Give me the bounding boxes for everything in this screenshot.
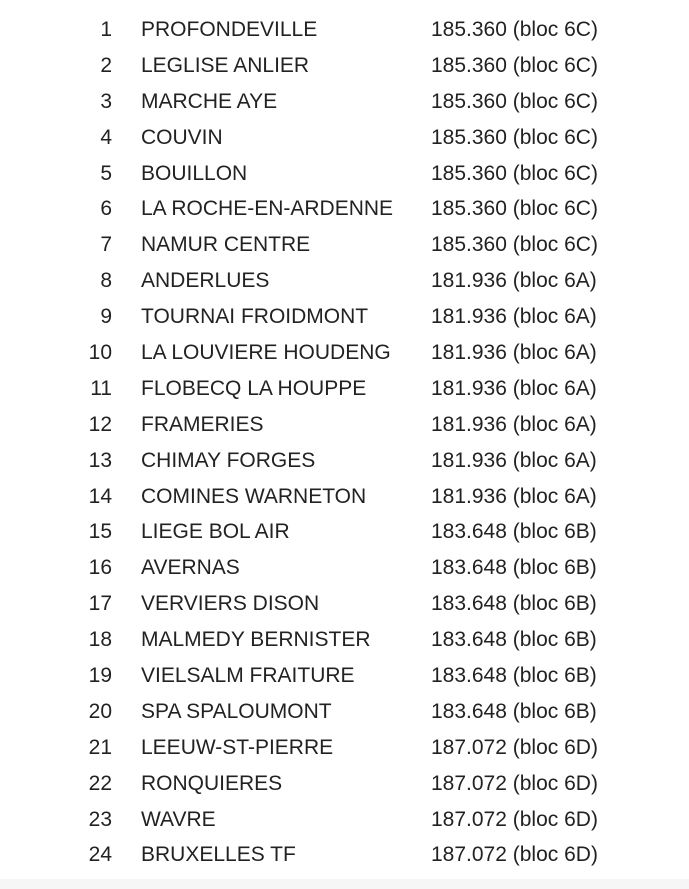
transmitter-table: [0, 12, 689, 873]
site-name: ANDERLUES: [141, 269, 270, 293]
frequency-block: 181.936 (bloc 6A): [431, 269, 597, 293]
table-row: [0, 658, 689, 694]
site-name: LA ROCHE-EN-ARDENNE: [141, 197, 394, 221]
site-name: WAVRE: [141, 807, 216, 831]
frequency-block: 187.072 (bloc 6D): [431, 843, 598, 867]
frequency-block: 185.360 (bloc 6C): [431, 53, 598, 77]
table-row: [0, 802, 689, 838]
row-number: 5: [100, 161, 112, 185]
site-name: COMINES WARNETON: [141, 484, 367, 508]
table-row: [0, 227, 689, 263]
frequency-block: 183.648 (bloc 6B): [431, 699, 597, 723]
frequency-block: 185.360 (bloc 6C): [431, 161, 598, 185]
row-number: 1: [100, 18, 112, 41]
table-row: [0, 550, 689, 586]
site-name: LEEUW-ST-PIERRE: [141, 735, 334, 759]
table-row: [0, 84, 689, 120]
row-number: 22: [88, 771, 112, 795]
row-number: 23: [88, 807, 112, 831]
frequency-block: 183.648 (bloc 6B): [431, 592, 597, 616]
row-number: 3: [100, 89, 112, 113]
table-row: [0, 766, 689, 802]
table-row: [0, 12, 689, 48]
table-row: [0, 299, 689, 335]
site-name: PROFONDEVILLE: [141, 18, 318, 41]
frequency-block: 185.360 (bloc 6C): [431, 89, 598, 113]
row-number: 10: [88, 341, 112, 365]
row-number: 12: [88, 412, 112, 436]
row-number: 2: [100, 53, 112, 77]
row-number: 11: [90, 376, 112, 400]
frequency-block: 183.648 (bloc 6B): [431, 556, 597, 580]
frequency-block: 183.648 (bloc 6B): [431, 628, 597, 652]
table-row: [0, 335, 689, 371]
table-row: [0, 191, 689, 227]
row-number: 4: [100, 125, 112, 149]
row-number: 7: [100, 233, 112, 257]
site-name: LIEGE BOL AIR: [141, 520, 290, 544]
site-name: TOURNAI FROIDMONT: [141, 305, 369, 329]
table-row: [0, 407, 689, 443]
site-name: VERVIERS DISON: [141, 592, 320, 616]
row-number: 24: [88, 843, 112, 867]
table-row: [0, 120, 689, 156]
site-name: SPA SPALOUMONT: [141, 699, 332, 723]
row-number: 15: [88, 520, 112, 544]
site-name: MARCHE AYE: [141, 89, 278, 113]
site-name: FRAMERIES: [141, 412, 264, 436]
table-row: [0, 263, 689, 299]
row-number: 21: [88, 735, 112, 759]
row-number: 20: [88, 699, 112, 723]
frequency-block: 181.936 (bloc 6A): [431, 376, 597, 400]
frequency-block: 185.360 (bloc 6C): [431, 233, 598, 257]
site-name: LA LOUVIERE HOUDENG: [141, 341, 391, 365]
frequency-block: 185.360 (bloc 6C): [431, 125, 598, 149]
site-name: AVERNAS: [141, 556, 240, 580]
table-row: [0, 694, 689, 730]
table-row: [0, 479, 689, 515]
site-name: LEGLISE ANLIER: [141, 53, 310, 77]
site-name: BRUXELLES TF: [141, 843, 296, 867]
frequency-block: 181.936 (bloc 6A): [431, 448, 597, 472]
frequency-block: 181.936 (bloc 6A): [431, 484, 597, 508]
site-name: FLOBECQ LA HOUPPE: [141, 376, 367, 400]
frequency-block: 183.648 (bloc 6B): [431, 664, 597, 688]
row-number: 19: [88, 664, 112, 688]
table-row: [0, 730, 689, 766]
row-number: 8: [100, 269, 112, 293]
table-row: [0, 514, 689, 550]
site-name: NAMUR CENTRE: [141, 233, 311, 257]
row-number: 13: [88, 448, 112, 472]
row-number: 16: [88, 556, 112, 580]
frequency-block: 185.360 (bloc 6C): [431, 18, 598, 41]
frequency-block: 187.072 (bloc 6D): [431, 807, 598, 831]
site-name: VIELSALM FRAITURE: [141, 664, 355, 688]
site-name: RONQUIERES: [141, 771, 283, 795]
frequency-block: 181.936 (bloc 6A): [431, 341, 597, 365]
frequency-block: 185.360 (bloc 6C): [431, 197, 598, 221]
table-row: [0, 371, 689, 407]
table-row: [0, 443, 689, 479]
table-row: [0, 48, 689, 84]
frequency-block: 187.072 (bloc 6D): [431, 771, 598, 795]
site-name: MALMEDY BERNISTER: [141, 628, 371, 652]
site-name: CHIMAY FORGES: [141, 448, 316, 472]
frequency-block: 181.936 (bloc 6A): [431, 305, 597, 329]
table-row: [0, 156, 689, 192]
site-name: COUVIN: [141, 125, 223, 149]
row-number: 14: [88, 484, 112, 508]
row-number: 6: [100, 197, 112, 221]
table-row: [0, 837, 689, 873]
row-number: 18: [88, 628, 112, 652]
bottom-divider: [0, 879, 689, 889]
row-number: 17: [88, 592, 112, 616]
frequency-block: 183.648 (bloc 6B): [431, 520, 597, 544]
row-number: 9: [100, 305, 112, 329]
frequency-block: 187.072 (bloc 6D): [431, 735, 598, 759]
frequency-block: 181.936 (bloc 6A): [431, 412, 597, 436]
table-row: [0, 586, 689, 622]
table-row: [0, 622, 689, 658]
site-name: BOUILLON: [141, 161, 248, 185]
